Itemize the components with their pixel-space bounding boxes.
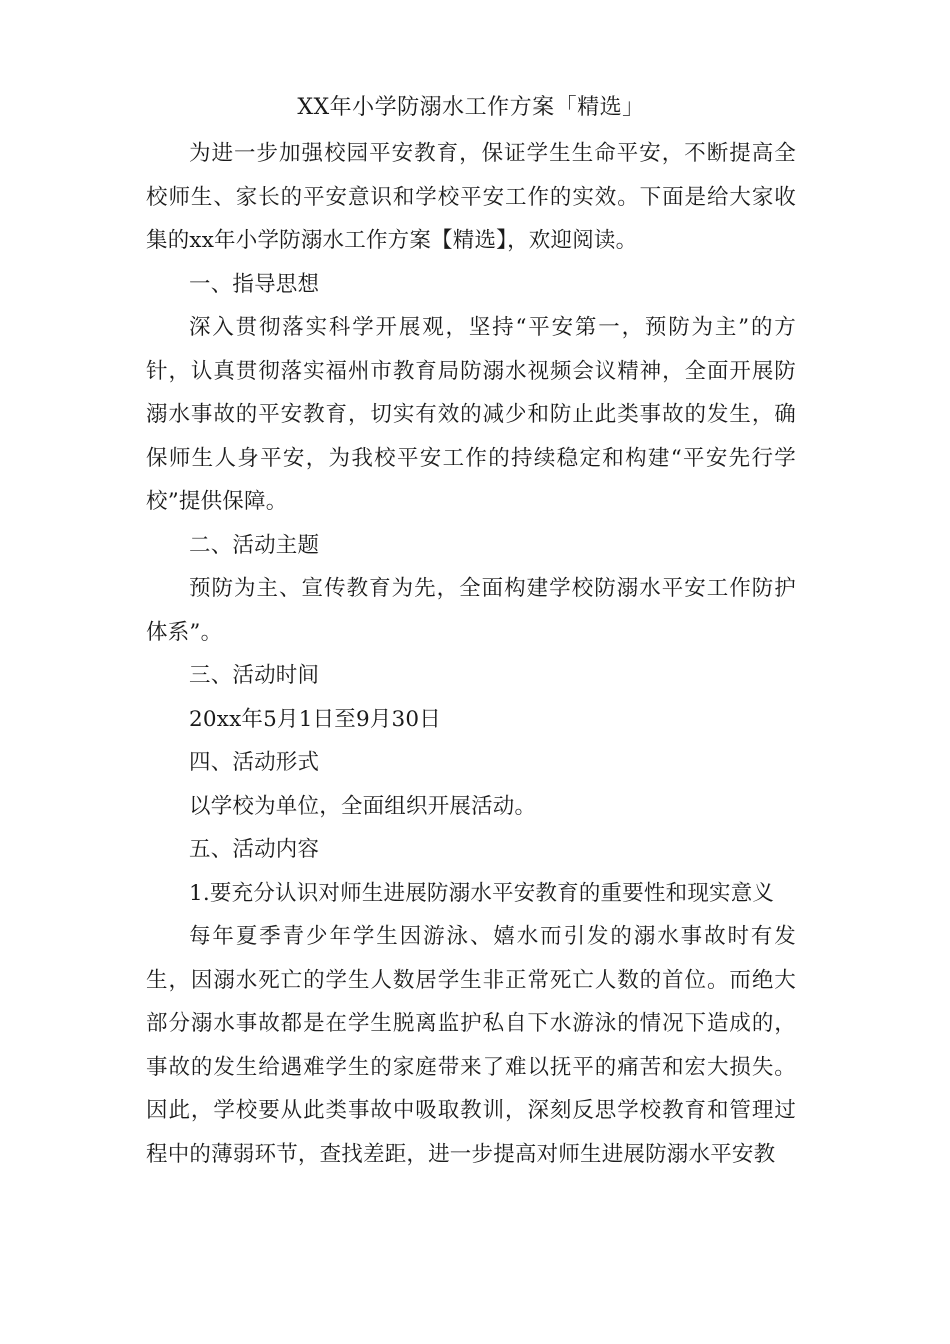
guiding-ideology-paragraph: 深入贯彻落实科学开展观，坚持“平安第一，预防为主”的方针，认真贯彻落实福州市教育局防溺水视频会议精神，全面开展防溺水事故的平安教育，切实有效的减少和防止此类事故的发生，确保师生人身平安，为我校平安工作的持续稳定和构建“平安先行学校”提供保障。 <box>146 315 796 514</box>
activity-time-paragraph: 20xx年5月1日至9月30日 <box>189 706 442 732</box>
content-item-1-paragraph: 每年夏季青少年学生因游泳、嬉水而引发的溺水事故时有发生，因溺水死亡的学生人数居学生非正常死亡人数的首位。而绝大部分溺水事故都是在学生脱离监护私自下水游泳的情况下造成的，事故的发生给遇难学生的家庭带来了难以抚平的痛苦和宏大损失。因此，学校要从此类事故中吸取教训，深刻反思学校教育和管理过程中的薄弱环节，查找差距，进一步提高对师生进展防溺水平安教 <box>146 924 796 1167</box>
activity-theme-paragraph: 预防为主、宣传教育为先，全面构建学校防溺水平安工作防护体系”。 <box>146 576 796 645</box>
section-heading-guiding-ideology: 一、指导思想 <box>189 271 320 297</box>
document-page <box>146 88 796 1176</box>
content-item-1-heading: 1.要充分认识对师生进展防溺水平安教育的重要性和现实意义 <box>189 880 775 906</box>
document-title: XX年小学防溺水工作方案「精选」 <box>297 95 645 120</box>
section-heading-activity-theme: 二、活动主题 <box>189 532 320 558</box>
activity-form-paragraph: 以学校为单位，全面组织开展活动。 <box>189 793 537 819</box>
section-heading-activity-time: 三、活动时间 <box>189 663 320 688</box>
intro-paragraph: 为进一步加强校园平安教育，保证学生生命平安，不断提高全校师生、家长的平安意识和学校平安工作的实效。下面是给大家收集的xx年小学防溺水工作方案【精选】，欢迎阅读。 <box>146 141 796 253</box>
section-heading-activity-content: 五、活动内容 <box>189 837 320 862</box>
section-heading-activity-form: 四、活动形式 <box>189 750 320 775</box>
